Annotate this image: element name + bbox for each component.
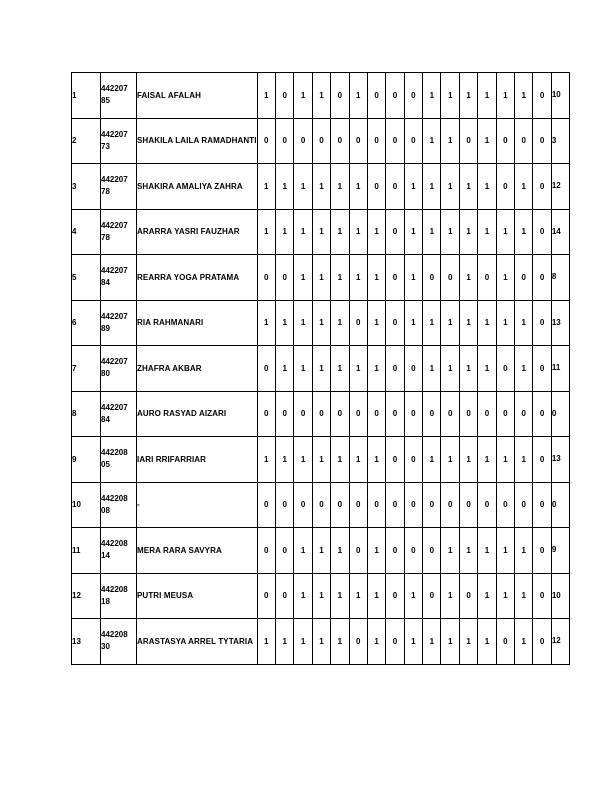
score-cell: 0 bbox=[331, 73, 349, 119]
score-cell: 0 bbox=[386, 619, 404, 665]
score-cell: 0 bbox=[423, 482, 441, 528]
score-cell: 1 bbox=[294, 619, 312, 665]
score-cell: 0 bbox=[386, 209, 404, 255]
score-cell: 1 bbox=[275, 209, 293, 255]
score-cell: 1 bbox=[349, 255, 367, 301]
score-cell: 0 bbox=[404, 346, 422, 392]
score-cell: 1 bbox=[478, 73, 496, 119]
score-cell: 1 bbox=[459, 73, 477, 119]
score-cell: 0 bbox=[404, 437, 422, 483]
row-number: 13 bbox=[72, 619, 101, 665]
score-cell: 1 bbox=[257, 619, 275, 665]
score-cell: 1 bbox=[496, 528, 514, 574]
student-name: ZHAFRA AKBAR bbox=[137, 346, 258, 392]
score-cell: 1 bbox=[331, 528, 349, 574]
score-cell: 0 bbox=[257, 255, 275, 301]
student-id: 442207 73 bbox=[101, 118, 137, 164]
row-number: 12 bbox=[72, 573, 101, 619]
table-row bbox=[72, 118, 570, 164]
score-cell: 0 bbox=[478, 391, 496, 437]
score-cell: 1 bbox=[367, 528, 385, 574]
score-cell: 0 bbox=[386, 573, 404, 619]
score-cell: 0 bbox=[386, 391, 404, 437]
score-cell: 1 bbox=[404, 164, 422, 210]
score-cell: 1 bbox=[294, 255, 312, 301]
student-id: 442208 18 bbox=[101, 573, 137, 619]
score-cell: 0 bbox=[441, 391, 459, 437]
score-cell: 1 bbox=[441, 573, 459, 619]
score-cell: 1 bbox=[404, 300, 422, 346]
score-cell: 0 bbox=[496, 482, 514, 528]
student-name: REARRA YOGA PRATAMA bbox=[137, 255, 258, 301]
student-id: 442208 30 bbox=[101, 619, 137, 665]
score-cell: 0 bbox=[331, 391, 349, 437]
score-cell: 1 bbox=[515, 573, 533, 619]
score-cell: 1 bbox=[423, 164, 441, 210]
score-cell: 1 bbox=[496, 255, 514, 301]
score-cell: 0 bbox=[275, 118, 293, 164]
score-cell: 0 bbox=[515, 118, 533, 164]
score-cell: 0 bbox=[478, 255, 496, 301]
score-cell: 0 bbox=[275, 573, 293, 619]
student-name: PUTRI MEUSA bbox=[137, 573, 258, 619]
score-cell: 0 bbox=[404, 528, 422, 574]
score-cell: 0 bbox=[478, 482, 496, 528]
score-cell: 0 bbox=[423, 528, 441, 574]
score-cell: 1 bbox=[331, 619, 349, 665]
score-cell: 1 bbox=[404, 573, 422, 619]
total-score: 11 bbox=[551, 346, 569, 392]
score-cell: 0 bbox=[294, 482, 312, 528]
score-cell: 0 bbox=[386, 528, 404, 574]
score-cell: 0 bbox=[386, 346, 404, 392]
score-cell: 1 bbox=[496, 73, 514, 119]
score-cell: 1 bbox=[294, 528, 312, 574]
score-cell: 0 bbox=[404, 482, 422, 528]
score-cell: 0 bbox=[367, 118, 385, 164]
student-name: IARI RRIFARRIAR bbox=[137, 437, 258, 483]
score-cell: 1 bbox=[496, 209, 514, 255]
score-cell: 0 bbox=[515, 255, 533, 301]
score-cell: 1 bbox=[257, 437, 275, 483]
score-cell: 1 bbox=[515, 346, 533, 392]
score-cell: 1 bbox=[459, 346, 477, 392]
score-cell: 0 bbox=[367, 391, 385, 437]
row-number: 8 bbox=[72, 391, 101, 437]
score-cell: 0 bbox=[423, 255, 441, 301]
score-cell: 1 bbox=[441, 437, 459, 483]
student-id: 442207 80 bbox=[101, 346, 137, 392]
score-cell: 0 bbox=[459, 573, 477, 619]
score-cell: 1 bbox=[404, 619, 422, 665]
student-id: 442208 08 bbox=[101, 482, 137, 528]
table-row bbox=[72, 255, 570, 301]
score-cell: 0 bbox=[294, 391, 312, 437]
score-cell: 1 bbox=[312, 300, 330, 346]
table-row bbox=[72, 209, 570, 255]
score-cell: 0 bbox=[386, 255, 404, 301]
score-cell: 1 bbox=[441, 528, 459, 574]
table-row bbox=[72, 346, 570, 392]
score-cell: 0 bbox=[312, 482, 330, 528]
score-cell: 1 bbox=[459, 209, 477, 255]
score-cell: 1 bbox=[441, 619, 459, 665]
score-cell: 0 bbox=[515, 391, 533, 437]
score-cell: 0 bbox=[533, 482, 551, 528]
score-cell: 1 bbox=[478, 346, 496, 392]
score-cell: 1 bbox=[312, 528, 330, 574]
score-cell: 1 bbox=[423, 437, 441, 483]
row-number: 2 bbox=[72, 118, 101, 164]
student-name: ARARRA YASRI FAUZHAR bbox=[137, 209, 258, 255]
score-cell: 0 bbox=[496, 346, 514, 392]
table-row bbox=[72, 528, 570, 574]
score-cell: 1 bbox=[312, 73, 330, 119]
score-cell: 0 bbox=[515, 482, 533, 528]
score-cell: 0 bbox=[257, 118, 275, 164]
score-cell: 1 bbox=[312, 255, 330, 301]
score-cell: 0 bbox=[349, 482, 367, 528]
score-cell: 1 bbox=[367, 346, 385, 392]
score-cell: 1 bbox=[441, 209, 459, 255]
score-cell: 1 bbox=[294, 164, 312, 210]
score-cell: 0 bbox=[533, 118, 551, 164]
table-row bbox=[72, 300, 570, 346]
score-cell: 1 bbox=[331, 300, 349, 346]
score-cell: 0 bbox=[459, 391, 477, 437]
score-cell: 0 bbox=[349, 118, 367, 164]
score-cell: 1 bbox=[312, 619, 330, 665]
score-cell: 0 bbox=[404, 391, 422, 437]
score-cell: 1 bbox=[478, 164, 496, 210]
score-cell: 0 bbox=[257, 391, 275, 437]
score-cell: 1 bbox=[459, 619, 477, 665]
score-table bbox=[71, 72, 570, 665]
total-score: 12 bbox=[551, 619, 569, 665]
row-number: 11 bbox=[72, 528, 101, 574]
table-row bbox=[72, 573, 570, 619]
score-cell: 0 bbox=[459, 482, 477, 528]
score-cell: 1 bbox=[423, 300, 441, 346]
row-number: 3 bbox=[72, 164, 101, 210]
score-cell: 0 bbox=[404, 118, 422, 164]
table-row bbox=[72, 164, 570, 210]
student-id: 442207 84 bbox=[101, 391, 137, 437]
score-cell: 1 bbox=[496, 573, 514, 619]
score-cell: 1 bbox=[312, 573, 330, 619]
score-cell: 1 bbox=[294, 573, 312, 619]
score-cell: 0 bbox=[533, 528, 551, 574]
score-cell: 1 bbox=[331, 164, 349, 210]
score-cell: 1 bbox=[367, 437, 385, 483]
score-cell: 0 bbox=[533, 73, 551, 119]
score-cell: 0 bbox=[386, 300, 404, 346]
score-cell: 1 bbox=[423, 118, 441, 164]
score-cell: 1 bbox=[515, 437, 533, 483]
total-score: 0 bbox=[551, 391, 569, 437]
score-cell: 0 bbox=[423, 391, 441, 437]
table-row bbox=[72, 391, 570, 437]
score-cell: 1 bbox=[496, 437, 514, 483]
row-number: 4 bbox=[72, 209, 101, 255]
table-row bbox=[72, 437, 570, 483]
score-cell: 1 bbox=[478, 528, 496, 574]
score-cell: 1 bbox=[441, 73, 459, 119]
score-cell: 1 bbox=[404, 255, 422, 301]
score-cell: 1 bbox=[349, 437, 367, 483]
row-number: 10 bbox=[72, 482, 101, 528]
score-cell: 0 bbox=[257, 346, 275, 392]
score-cell: 0 bbox=[533, 619, 551, 665]
score-cell: 0 bbox=[533, 391, 551, 437]
score-cell: 1 bbox=[294, 300, 312, 346]
table-row bbox=[72, 482, 570, 528]
total-score: 9 bbox=[551, 528, 569, 574]
student-id: 442208 05 bbox=[101, 437, 137, 483]
score-cell: 1 bbox=[459, 300, 477, 346]
total-score: 13 bbox=[551, 300, 569, 346]
score-cell: 1 bbox=[294, 209, 312, 255]
total-score: 0 bbox=[551, 482, 569, 528]
score-cell: 0 bbox=[386, 164, 404, 210]
score-cell: 1 bbox=[515, 73, 533, 119]
score-cell: 1 bbox=[275, 619, 293, 665]
score-cell: 0 bbox=[496, 164, 514, 210]
score-cell: 0 bbox=[349, 300, 367, 346]
score-cell: 0 bbox=[496, 619, 514, 665]
score-cell: 0 bbox=[312, 391, 330, 437]
score-cell: 1 bbox=[257, 209, 275, 255]
score-cell: 0 bbox=[367, 73, 385, 119]
score-cell: 1 bbox=[459, 528, 477, 574]
score-cell: 1 bbox=[459, 255, 477, 301]
score-cell: 1 bbox=[275, 437, 293, 483]
score-cell: 0 bbox=[386, 73, 404, 119]
score-cell: 0 bbox=[312, 118, 330, 164]
student-name: MERA RARA SAVYRA bbox=[137, 528, 258, 574]
score-cell: 1 bbox=[312, 346, 330, 392]
student-name: SHAKIRA AMALIYA ZAHRA bbox=[137, 164, 258, 210]
score-cell: 1 bbox=[441, 118, 459, 164]
score-cell: 1 bbox=[441, 164, 459, 210]
score-cell: 1 bbox=[515, 528, 533, 574]
score-cell: 0 bbox=[386, 437, 404, 483]
score-cell: 0 bbox=[386, 482, 404, 528]
student-name: AURO RASYAD AIZARI bbox=[137, 391, 258, 437]
row-number: 7 bbox=[72, 346, 101, 392]
score-cell: 1 bbox=[478, 118, 496, 164]
score-cell: 0 bbox=[275, 255, 293, 301]
score-cell: 0 bbox=[533, 346, 551, 392]
score-cell: 1 bbox=[349, 346, 367, 392]
total-score: 14 bbox=[551, 209, 569, 255]
score-cell: 1 bbox=[459, 437, 477, 483]
score-cell: 1 bbox=[312, 209, 330, 255]
student-id: 442207 78 bbox=[101, 164, 137, 210]
score-cell: 1 bbox=[515, 300, 533, 346]
score-cell: 0 bbox=[275, 391, 293, 437]
student-name: ARASTASYA ARREL TYTARIA bbox=[137, 619, 258, 665]
score-cell: 1 bbox=[441, 300, 459, 346]
score-table-body bbox=[72, 73, 570, 665]
student-id: 442207 78 bbox=[101, 209, 137, 255]
score-cell: 0 bbox=[257, 528, 275, 574]
student-id: 442208 14 bbox=[101, 528, 137, 574]
student-name: SHAKILA LAILA RAMADHANTI bbox=[137, 118, 258, 164]
student-id: 442207 85 bbox=[101, 73, 137, 119]
score-cell: 1 bbox=[423, 73, 441, 119]
score-cell: 1 bbox=[478, 300, 496, 346]
score-cell: 1 bbox=[294, 73, 312, 119]
score-cell: 1 bbox=[515, 209, 533, 255]
score-cell: 0 bbox=[533, 573, 551, 619]
score-cell: 0 bbox=[533, 255, 551, 301]
score-cell: 1 bbox=[367, 209, 385, 255]
score-cell: 0 bbox=[533, 209, 551, 255]
student-name: RIA RAHMANARI bbox=[137, 300, 258, 346]
total-score: 3 bbox=[551, 118, 569, 164]
score-cell: 1 bbox=[367, 300, 385, 346]
score-cell: 0 bbox=[423, 573, 441, 619]
score-cell: 1 bbox=[349, 573, 367, 619]
student-id: 442207 89 bbox=[101, 300, 137, 346]
score-cell: 1 bbox=[275, 346, 293, 392]
score-cell: 1 bbox=[312, 164, 330, 210]
score-cell: 0 bbox=[533, 300, 551, 346]
student-id: 442207 84 bbox=[101, 255, 137, 301]
score-cell: 1 bbox=[478, 437, 496, 483]
score-cell: 1 bbox=[367, 255, 385, 301]
score-cell: 1 bbox=[404, 209, 422, 255]
score-cell: 1 bbox=[257, 300, 275, 346]
score-cell: 0 bbox=[349, 619, 367, 665]
score-cell: 1 bbox=[515, 164, 533, 210]
total-score: 10 bbox=[551, 73, 569, 119]
student-name: FAISAL AFALAH bbox=[137, 73, 258, 119]
score-cell: 1 bbox=[423, 619, 441, 665]
score-cell: 1 bbox=[459, 164, 477, 210]
score-cell: 0 bbox=[275, 482, 293, 528]
score-cell: 0 bbox=[533, 164, 551, 210]
score-cell: 1 bbox=[331, 437, 349, 483]
score-cell: 0 bbox=[331, 482, 349, 528]
score-cell: 1 bbox=[478, 619, 496, 665]
score-cell: 0 bbox=[386, 118, 404, 164]
row-number: 5 bbox=[72, 255, 101, 301]
score-cell: 0 bbox=[257, 573, 275, 619]
row-number: 6 bbox=[72, 300, 101, 346]
row-number: 9 bbox=[72, 437, 101, 483]
score-cell: 1 bbox=[275, 164, 293, 210]
score-cell: 0 bbox=[367, 164, 385, 210]
score-cell: 0 bbox=[275, 73, 293, 119]
total-score: 10 bbox=[551, 573, 569, 619]
score-cell: 1 bbox=[349, 209, 367, 255]
score-cell: 1 bbox=[257, 73, 275, 119]
score-cell: 1 bbox=[257, 164, 275, 210]
score-cell: 1 bbox=[331, 255, 349, 301]
total-score: 12 bbox=[551, 164, 569, 210]
score-cell: 1 bbox=[294, 346, 312, 392]
score-cell: 0 bbox=[349, 528, 367, 574]
score-cell: 1 bbox=[331, 209, 349, 255]
score-cell: 1 bbox=[423, 346, 441, 392]
student-name: - bbox=[137, 482, 258, 528]
score-cell: 0 bbox=[496, 391, 514, 437]
total-score: 13 bbox=[551, 437, 569, 483]
score-cell: 1 bbox=[331, 573, 349, 619]
score-cell: 0 bbox=[533, 437, 551, 483]
score-cell: 1 bbox=[312, 437, 330, 483]
table-row bbox=[72, 619, 570, 665]
score-cell: 1 bbox=[441, 346, 459, 392]
table-row bbox=[72, 73, 570, 119]
score-cell: 0 bbox=[275, 528, 293, 574]
score-cell: 0 bbox=[441, 255, 459, 301]
score-cell: 0 bbox=[349, 391, 367, 437]
score-cell: 1 bbox=[349, 164, 367, 210]
score-cell: 0 bbox=[441, 482, 459, 528]
score-cell: 0 bbox=[404, 73, 422, 119]
score-cell: 1 bbox=[423, 209, 441, 255]
score-cell: 1 bbox=[367, 619, 385, 665]
score-cell: 1 bbox=[367, 573, 385, 619]
score-cell: 0 bbox=[367, 482, 385, 528]
score-cell: 0 bbox=[459, 118, 477, 164]
score-cell: 1 bbox=[478, 573, 496, 619]
row-number: 1 bbox=[72, 73, 101, 119]
score-cell: 1 bbox=[515, 619, 533, 665]
score-cell: 1 bbox=[496, 300, 514, 346]
score-cell: 0 bbox=[331, 118, 349, 164]
score-cell: 0 bbox=[257, 482, 275, 528]
score-cell: 0 bbox=[294, 118, 312, 164]
score-cell: 1 bbox=[349, 73, 367, 119]
score-cell: 1 bbox=[294, 437, 312, 483]
score-cell: 1 bbox=[275, 300, 293, 346]
total-score: 8 bbox=[551, 255, 569, 301]
score-cell: 0 bbox=[496, 118, 514, 164]
score-cell: 1 bbox=[331, 346, 349, 392]
score-cell: 1 bbox=[478, 209, 496, 255]
